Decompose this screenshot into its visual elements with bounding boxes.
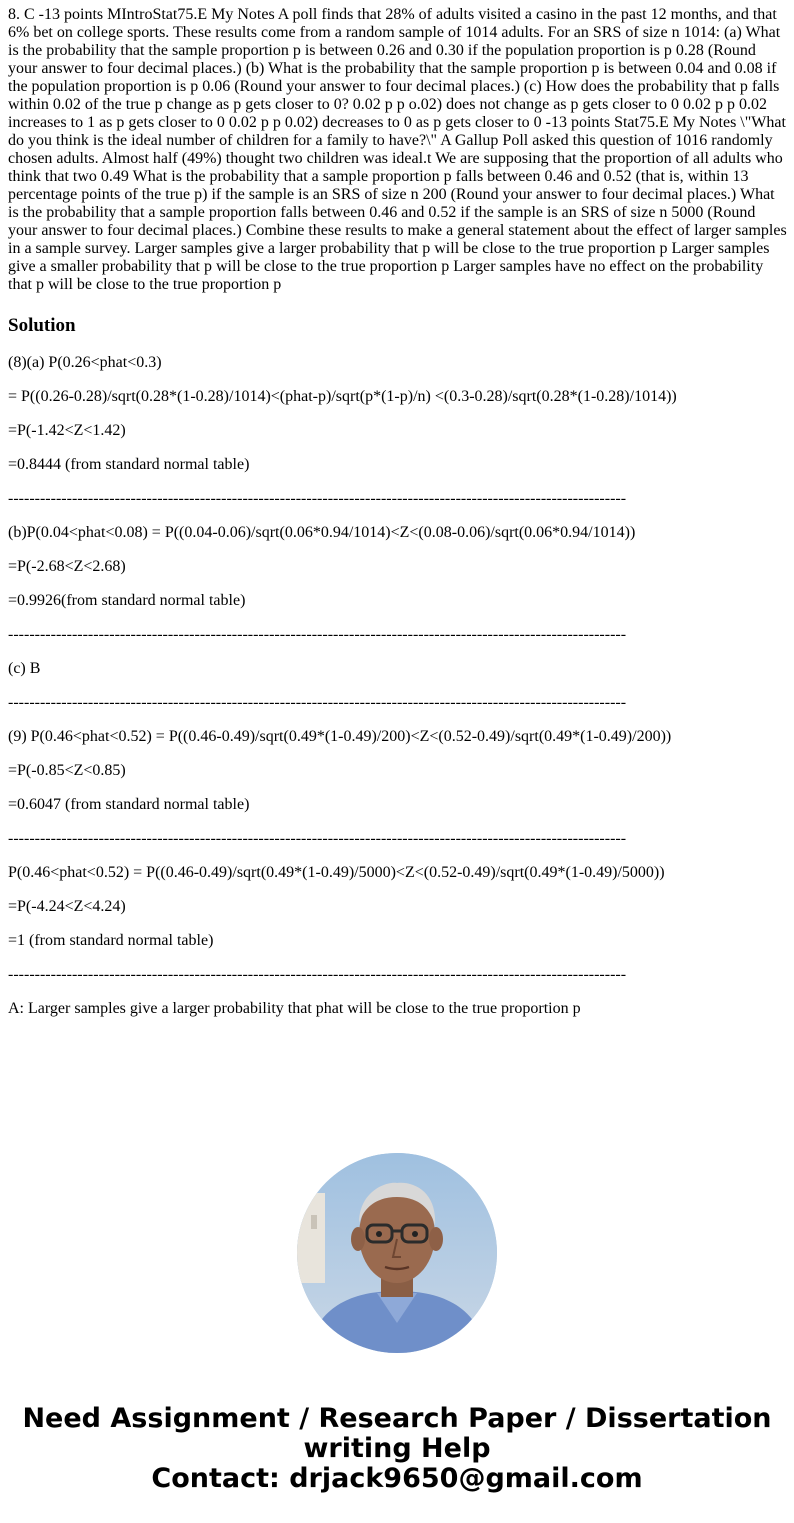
footer-contact-email: Contact: drjack9650@gmail.com	[151, 1463, 643, 1494]
separator-line: --------------------------------------------------------------------------------------------------------------------	[8, 694, 627, 711]
footer-line-2: writing Help	[303, 1433, 491, 1464]
solution-line: =0.9926(from standard normal table)	[8, 592, 246, 609]
contact-footer	[0, 1404, 794, 1494]
separator-line: --------------------------------------------------------------------------------------------------------------------	[8, 830, 627, 847]
solution-line: P(0.46<phat<0.52) = P((0.46-0.49)/sqrt(0.49*(1-0.49)/5000)<Z<(0.52-0.49)/sqrt(0.49*(1-0.49)/5000))	[8, 864, 665, 881]
solution-line: (c) B	[8, 660, 41, 677]
author-portrait-image	[297, 1153, 497, 1353]
separator-line: --------------------------------------------------------------------------------------------------------------------	[8, 966, 627, 983]
solution-line: =1 (from standard normal table)	[8, 932, 214, 949]
question-text: 8. C -13 points MIntroStat75.E My Notes A poll finds that 28% of adults visited a casino in the past 12 months, and that 6% bet on college sports. These results come from a random sample of 1014 adults. For an SRS of size n 1014: (a) What is the probability that the sample proportion p is between 0.26 and 0.30 if the population proportion is p 0.28 (Round your answer to four decimal places.) (b) What is the probability that the sample proportion p is between 0.04 and 0.08 if the population proportion is p 0.06 (Round your answer to four decimal places.) (c) How does the probability that p falls within 0.02 of the true p change as p gets closer to 0? 0.02 p p o.02) does not change as p gets closer to 0 0.02 p p 0.02 increases to 1 as p gets closer to 0 0.02 p p 0.02) decreases to 0 as p gets closer to 0 -13 points Stat75.E My Notes \"What do you think is the ideal number of children for a family to have?\" A Gallup Poll asked this question of 1016 randomly chosen adults. Almost half (49%) thought two children was ideal.t We are supposing that the proportion of all adults who think that two 0.49 What is the probability that a sample proportion p falls between 0.46 and 0.52 (that is, within 13 percentage points of the true p) if the sample is an SRS of size n 200 (Round your answer to four decimal places.) What is the probability that a sample proportion falls between 0.46 and 0.52 if the sample is an SRS of size n 5000 (Round your answer to four decimal places.) Combine these results to make a general statement about the effect of larger samples in a sample survey. Larger samples give a larger probability that p will be close to the true proportion p Larger samples give a smaller probability that p will be close to the true proportion p Larger samples have no effect on the probability that p will be close to the true proportion p	[8, 6, 787, 293]
author-photo	[297, 1153, 497, 1353]
separator-line: --------------------------------------------------------------------------------------------------------------------	[8, 626, 627, 643]
solution-line: = P((0.26-0.28)/sqrt(0.28*(1-0.28)/1014)<(phat-p)/sqrt(p*(1-p)/n) <(0.3-0.28)/sqrt(0.28*(1-0.28)/1014))	[8, 388, 677, 405]
solution-line: =0.6047 (from standard normal table)	[8, 796, 250, 813]
solution-line: =P(-1.42<Z<1.42)	[8, 422, 126, 439]
solution-line: =P(-2.68<Z<2.68)	[8, 558, 126, 575]
solution-line: (b)P(0.04<phat<0.08) = P((0.04-0.06)/sqrt(0.06*0.94/1014)<Z<(0.08-0.06)/sqrt(0.06*0.94/1014))	[8, 524, 636, 541]
solution-heading: Solution	[8, 315, 76, 336]
footer-line-1: Need Assignment / Research Paper / Dissertation	[22, 1403, 772, 1434]
separator-line: --------------------------------------------------------------------------------------------------------------------	[8, 490, 627, 507]
solution-line: A: Larger samples give a larger probability that phat will be close to the true proportion p	[8, 1000, 581, 1017]
solution-line: (9) P(0.46<phat<0.52) = P((0.46-0.49)/sqrt(0.49*(1-0.49)/200)<Z<(0.52-0.49)/sqrt(0.49*(1-0.49)/200))	[8, 728, 672, 745]
solution-line: (8)(a) P(0.26<phat<0.3)	[8, 354, 162, 371]
solution-line: =P(-4.24<Z<4.24)	[8, 898, 126, 915]
solution-line: =0.8444 (from standard normal table)	[8, 456, 250, 473]
solution-line: =P(-0.85<Z<0.85)	[8, 762, 126, 779]
